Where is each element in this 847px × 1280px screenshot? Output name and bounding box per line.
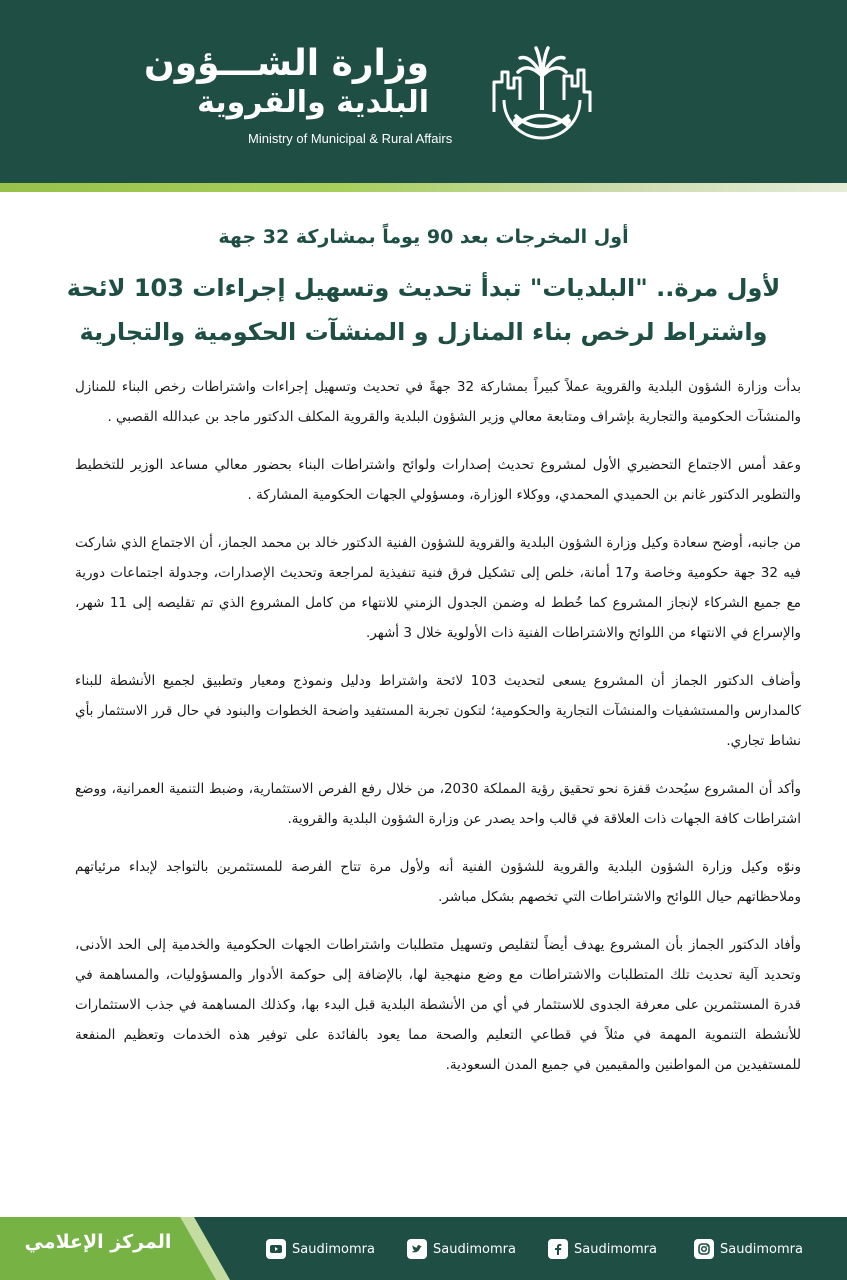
paragraph: وأفاد الدكتور الجماز بأن المشروع يهدف أيضاً لتقليص وتسهيل متطلبات واشتراطات الجهات الحكومية والخدمية إلى الحد الأدنى، وتحديد آلية تحديث تلك المتطلبات والاشتراطات مع وضع منهجية لها، بالإضافة إلى حوكمة الأدوار والمسؤوليات، والمساهمة في قدرة المستثمرين على معرفة الجدوى للاستثمار في أي من الأنشطة البلدية قبل البدء بها، وكذلك المساهمة في جذب الاستثمارات للأنشطة التنموية المهمة في مثلاً في قطاعي التعليم والصحة مما يعود بالفائدة على توفير هذه الخدمات وتعظيم المنفعة للمستفيدين من المواطنين والمقيمين في جميع المدن السعودية. <box>75 937 801 1073</box>
youtube-icon <box>266 1239 286 1259</box>
ministry-name-arabic-line1: وزارة الشـــؤون <box>143 43 429 84</box>
header-accent-stripe <box>0 183 847 192</box>
social-handle: Saudimomra <box>574 1241 657 1257</box>
ministry-emblem-icon <box>486 42 598 154</box>
paragraph: بدأت وزارة الشؤون البلدية والقروية عملاً كبيراً بمشاركة 32 جهةً في تحديث وتسهيل إجراءات واشتراطات رخص البناء للمنازل والمنشآت الحكومية والتجارية بإشراف ومتابعة معالي وزير الشؤون البلدية والقروية المكلف الدكتور ماجد بن عبدالله القصبي . <box>75 379 801 425</box>
facebook-icon <box>548 1239 568 1259</box>
instagram-icon <box>694 1239 714 1259</box>
social-youtube[interactable] <box>266 1239 375 1259</box>
social-instagram[interactable] <box>694 1239 803 1259</box>
social-facebook[interactable] <box>548 1239 657 1259</box>
article-subtitle: أول المخرجات بعد 90 يوماً بمشاركة 32 جهة <box>218 226 629 248</box>
paragraph: ونوّه وكيل وزارة الشؤون البلدية والقروية للشؤون الفنية أنه ولأول مرة تتاح الفرصة للمستثمرين بالتواجد لإبداء مرئياتهم وملاحظاتهم حيال اللوائح والاشتراطات التي تخصهم بشكل مباشر. <box>75 859 801 905</box>
article-body <box>75 372 801 1098</box>
footer-bar <box>0 1217 847 1280</box>
social-handle: Saudimomra <box>433 1241 516 1257</box>
article-title: لأول مرة.. "البلديات" تبدأ تحديث وتسهيل إجراءات 103 لائحة واشتراط لرخص بناء المنازل و المنشآت الحكومية والتجارية <box>66 274 781 346</box>
paragraph: وعقد أمس الاجتماع التحضيري الأول لمشروع تحديث إصدارات ولوائح واشتراطات البناء بحضور معالي مساعد الوزير للتخطيط والتطوير الدكتور غانم بن الحميدي المحمدي، ووكلاء الوزارة، ومسؤولي الجهات الحكومية المشاركة . <box>75 457 801 503</box>
social-handle: Saudimomra <box>292 1241 375 1257</box>
social-handle: Saudimomra <box>720 1241 803 1257</box>
paragraph: من جانبه، أوضح سعادة وكيل وزارة الشؤون البلدية والقروية للشؤون الفنية الدكتور خالد بن محمد الجماز، أن الاجتماع الذي شاركت فيه 32 جهة حكومية وخاصة و17 أمانة، خلص إلى تشكيل فرق فنية تنفيذية لمراجعة وتحديث الإصدارات، وجدولة اجتماعات دورية مع جميع الشركاء لإنجاز المشروع كما خُطط له وضمن الجدول الزمني للانتهاء من كامل المشروع الذي تم تقليصه إلى 11 شهر، والإسراع في الانتهاء من اللوائح والاشتراطات الفنية ذات الأولوية خلال 3 أشهر. <box>75 535 801 641</box>
ministry-name-english: Ministry of Municipal & Rural Affairs <box>248 131 453 146</box>
twitter-icon <box>407 1239 427 1259</box>
paragraph: وأكد أن المشروع سيُحدث قفزة نحو تحقيق رؤية المملكة 2030، من خلال رفع الفرص الاستثمارية، وضبط التنمية العمرانية، ووضع اشتراطات كافة الجهات ذات العلاقة في قالب واحد يصدر عن وزارة الشؤون البلدية والقروية. <box>75 781 801 827</box>
ministry-name-arabic-line2: البلدية والقروية <box>197 85 429 120</box>
social-twitter[interactable] <box>407 1239 516 1259</box>
header-banner <box>0 0 847 183</box>
media-center-label: المركز الإعلامي <box>24 1231 172 1253</box>
paragraph: وأضاف الدكتور الجماز أن المشروع يسعى لتحديث 103 لائحة واشتراط ودليل ونموذج ومعيار وتطبيق لجميع الأنشطة للبناء كالمدارس والمستشفيات والمنشآت التجارية والحكومية؛ لتكون تجربة المستفيد واضحة الخطوات والبنود في حال قرر الاستثمار بأي نشاط تجاري. <box>75 673 801 749</box>
